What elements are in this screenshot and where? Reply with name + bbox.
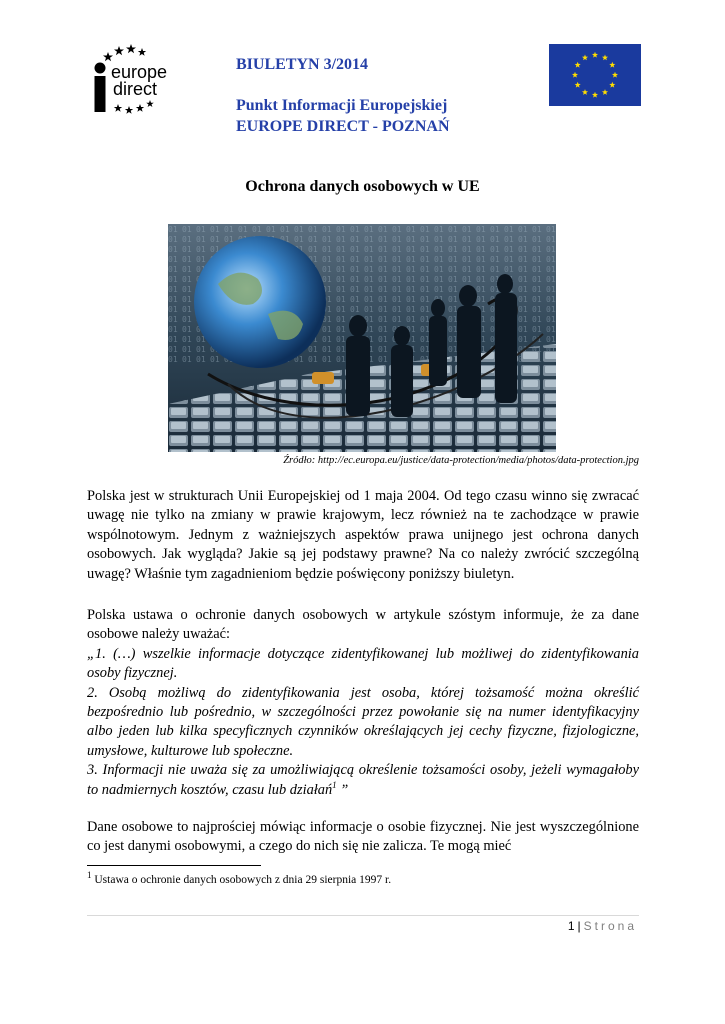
image-caption: Źródło: http://ec.europa.eu/justice/data-protection/media/photos/data-protection.jpg (283, 455, 639, 466)
logo-word-europe: europe (111, 62, 168, 82)
footnote-text: Ustawa o ochronie danych osobowych z dnia 29 sierpnia 1997 r. (91, 874, 392, 886)
data-protection-image (168, 224, 556, 452)
footer-page-label: Strona (583, 919, 637, 933)
footnote-mark: 1 (87, 870, 92, 881)
law-quote-point-2: 2. Osobą możliwą do zidentyfikowania jest osoba, której tożsamość można określić bezpośrednio lub pośrednio, w szczególności przez powołanie się na numer identyfikacyjny albo jeden lub kilka specyficznych czynników określających jej cechy fizyczne, fizjologiczne, umysłowe, kulturowe lub społeczne. (87, 684, 639, 759)
logo-text (111, 64, 167, 98)
law-quote-point-3 (87, 761, 639, 800)
footnote (87, 870, 392, 886)
intro-paragraph: Polska jest w strukturach Unii Europejskiej od 1 maja 2004. Od tego czasu winno się zwracać uwagę nie tylko na zmiany w prawie krajowym, lecz również na te zachodzące w prawie wspólnotowym. Jednym z ważniejszych aspektów prawa unijnego jest ochrona danych osobowych. Jak wygląda? Jakie są jej podstawy prawne? Na co należy zwrócić szczególną uwagę? Właśnie tym zagadnieniom będzie poświęcony poniższy biuletyn. (87, 488, 639, 582)
footnote-separator (87, 865, 261, 866)
footer-separator (87, 915, 639, 916)
article-title: Ochrona danych osobowych w UE (245, 178, 480, 195)
org-name-line2: EUROPE DIRECT - POZNAŃ (236, 118, 450, 135)
law-intro-text: Polska ustawa o ochronie danych osobowych w artykule szóstym informuje, że za dane osobowe należy uważać: (87, 607, 639, 643)
law-definition-section (87, 606, 639, 800)
logo-word-direct: direct (113, 79, 158, 99)
footer-divider: | (577, 919, 581, 933)
org-name-line1: Punkt Informacji Europejskiej (236, 97, 448, 114)
footnote-reference[interactable]: 1 (332, 779, 337, 790)
page-footer (568, 919, 637, 933)
eu-flag-icon (549, 44, 641, 106)
header-title-block (236, 54, 450, 137)
law-quote-point-3-text: 3. Informacji nie uważa się za umożliwiającą określenie tożsamości osoby, jeżeli wymagałoby to nadmiernych kosztów, czasu lub działań (87, 762, 639, 798)
bulletin-number: BIULETYN 3/2014 (236, 56, 369, 73)
page-number: 1 (567, 919, 575, 933)
quote-closing-mark: ” (336, 781, 349, 798)
law-quote-point-1: „1. (…) wszelkie informacje dotyczące zidentyfikowanej lub możliwej do zidentyfikowania osoby fizycznej. (87, 645, 639, 682)
personal-data-paragraph: Dane osobowe to najprościej mówiąc informacje o osobie fizycznej. Nie jest wyszczególnione co jest danymi osobowymi, a czego do nich się nie zalicza. Te mogą mieć (87, 819, 639, 855)
